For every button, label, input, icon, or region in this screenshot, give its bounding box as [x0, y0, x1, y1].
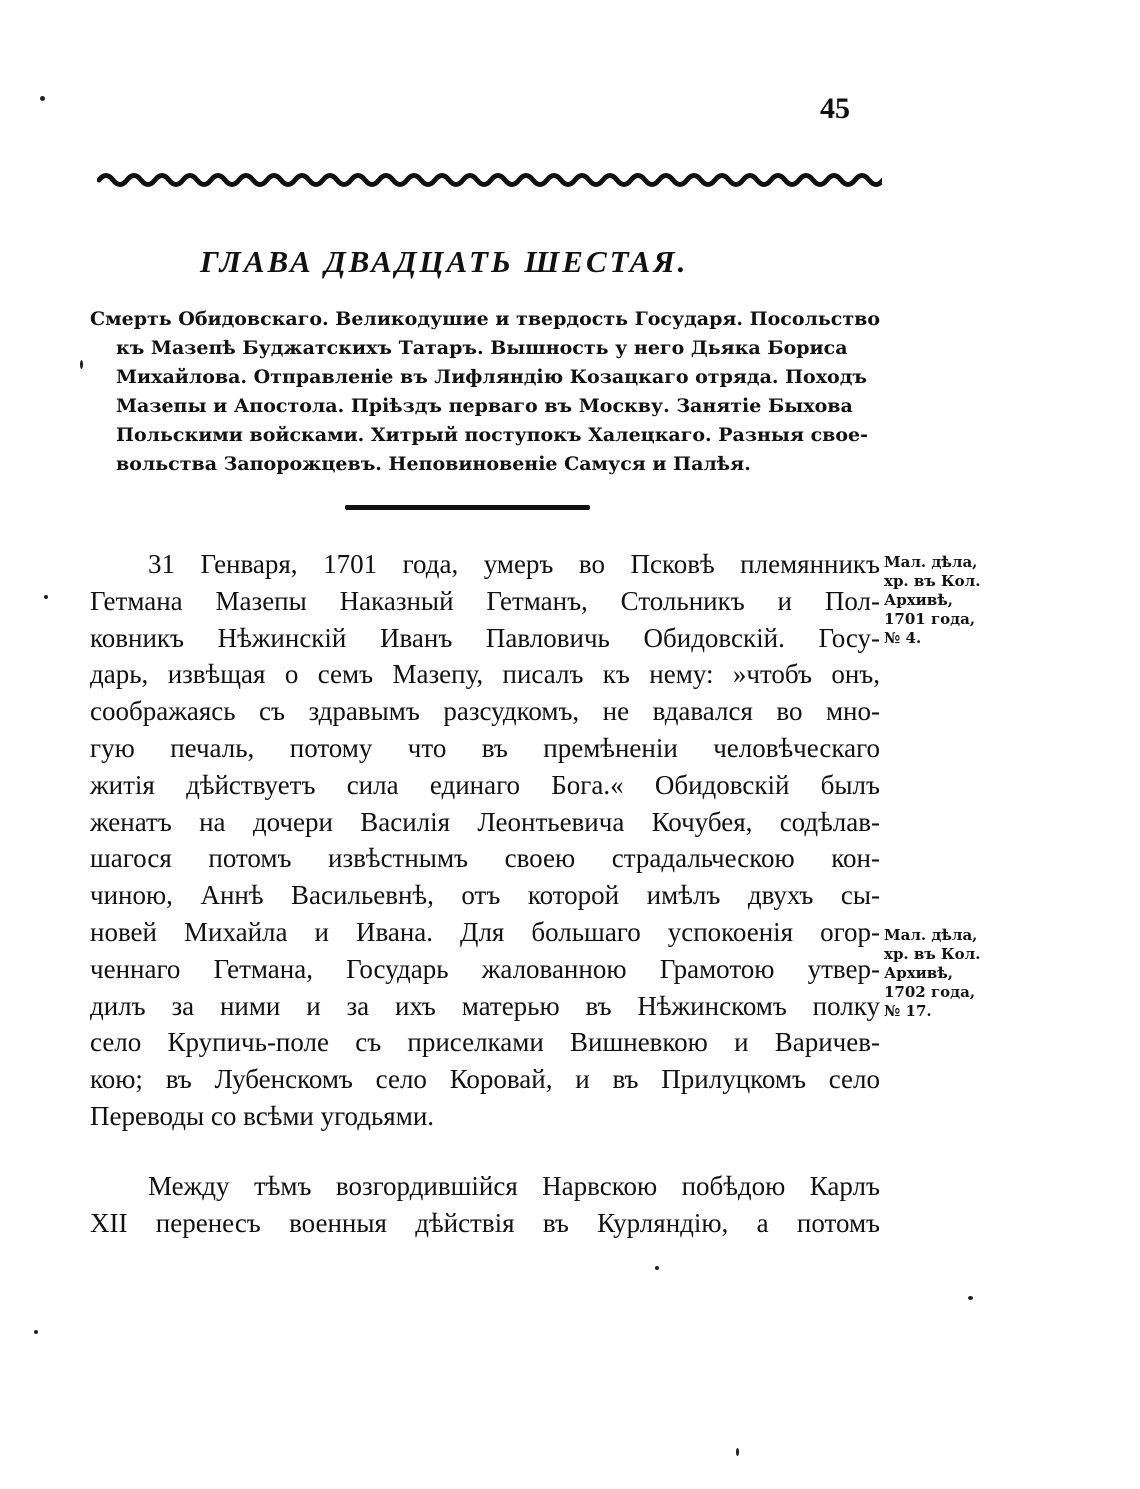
text-line: ченнаго Гетмана, Государь жалованною Грамотою утвер-	[90, 953, 880, 984]
chapter-title: ГЛАВА ДВАДЦАТЬ ШЕСТАЯ.	[200, 244, 689, 279]
summary-line: къ Мазепѣ Буджатскихъ Татаръ. Вышность у него Дьяка Бориса	[116, 337, 848, 359]
margin-note-line: хр. въ Кол.	[884, 945, 981, 963]
text-line: гую печаль, потому что въ премѣненіи человѣческаго	[90, 732, 880, 763]
margin-note-line: Архивѣ,	[884, 591, 953, 609]
margin-note-line: Архивѣ,	[884, 964, 953, 982]
text-line: новей Михайла и Ивана. Для большаго успокоенія огор-	[90, 916, 880, 947]
text-line: житія дѣйствуетъ сила единаго Бога.« Обидовскій былъ	[90, 769, 880, 800]
scan-speck	[44, 595, 48, 599]
margin-note-line: 1702 года,	[884, 983, 976, 1001]
margin-note-line: Мал. дѣла,	[884, 926, 978, 944]
page-number: 45	[820, 92, 850, 125]
section-divider	[345, 505, 590, 510]
margin-note-1	[884, 553, 994, 648]
text-line: женатъ на дочери Василія Леонтьевича Кочубея, содѣлав-	[90, 806, 880, 837]
scan-speck	[736, 1448, 739, 1456]
text-line: чиною, Аннѣ Васильевнѣ, отъ которой имѣлъ двухъ сы-	[90, 880, 880, 911]
text-line: XII перенесъ военныя дѣйствія въ Курляндію, а потомъ	[90, 1207, 880, 1238]
text-line: дилъ за ними и за ихъ матерью въ Нѣжинскомъ полку	[90, 990, 880, 1021]
text-line: шагося потомъ извѣстнымъ своею страдальческою кон-	[90, 843, 880, 874]
text-line: Между тѣмъ возгордившійся Нарвскою побѣдою Карлъ	[148, 1171, 880, 1201]
text-line: дарь, извѣщая о семъ Мазепу, писалъ къ нему: »чтобъ онъ,	[90, 659, 880, 690]
text-line: село Крупичь-поле съ приселками Вишневкою и Варичев-	[90, 1027, 880, 1058]
paragraph-2	[90, 1168, 880, 1242]
summary-line: Мазепы и Апостола. Пріѣздъ перваго въ Москву. Занятіе Быхова	[116, 395, 853, 417]
ornamental-rule	[97, 168, 882, 192]
text-line: Переводы со всѣми угодьями.	[90, 1100, 435, 1131]
text-line: 31 Генваря, 1701 года, умеръ во Псковѣ племянникъ	[148, 549, 880, 579]
scan-speck	[80, 360, 83, 369]
scan-speck	[40, 96, 45, 101]
summary-line: вольства Запорожцевъ. Неповиновеніе Самуся и Палѣя.	[116, 453, 751, 475]
scan-speck	[655, 1266, 659, 1270]
scan-speck	[34, 1330, 38, 1334]
margin-note-line: № 17.	[884, 1002, 932, 1020]
chapter-summary	[90, 305, 890, 479]
text-line: соображаясь съ здравымъ разсудкомъ, не вдавался во мно-	[90, 696, 880, 727]
margin-note-2	[884, 926, 994, 1021]
paragraph-1	[90, 546, 880, 1135]
text-line: Гетмана Мазепы Наказный Гетманъ, Стольникъ и Пол-	[90, 585, 880, 616]
text-line: ковникъ Нѣжинскій Иванъ Павловичь Обидовскій. Госу-	[90, 622, 880, 653]
scan-speck	[968, 1296, 973, 1300]
summary-line: Польскими войсками. Хитрый поступокъ Халецкаго. Разныя свое-	[116, 424, 869, 446]
summary-line: Михайлова. Отправленіе въ Лифляндію Козацкаго отряда. Походъ	[116, 366, 867, 388]
margin-note-line: 1701 года,	[884, 610, 976, 628]
margin-note-line: Мал. дѣла,	[884, 553, 978, 571]
text-line: кою; въ Лубенскомъ село Коровай, и въ Прилуцкомъ село	[90, 1064, 880, 1095]
margin-note-line: № 4.	[884, 629, 922, 647]
summary-line: Смерть Обидовскаго. Великодушие и твердость Государя. Посольство	[90, 308, 881, 330]
margin-note-line: хр. въ Кол.	[884, 572, 981, 590]
